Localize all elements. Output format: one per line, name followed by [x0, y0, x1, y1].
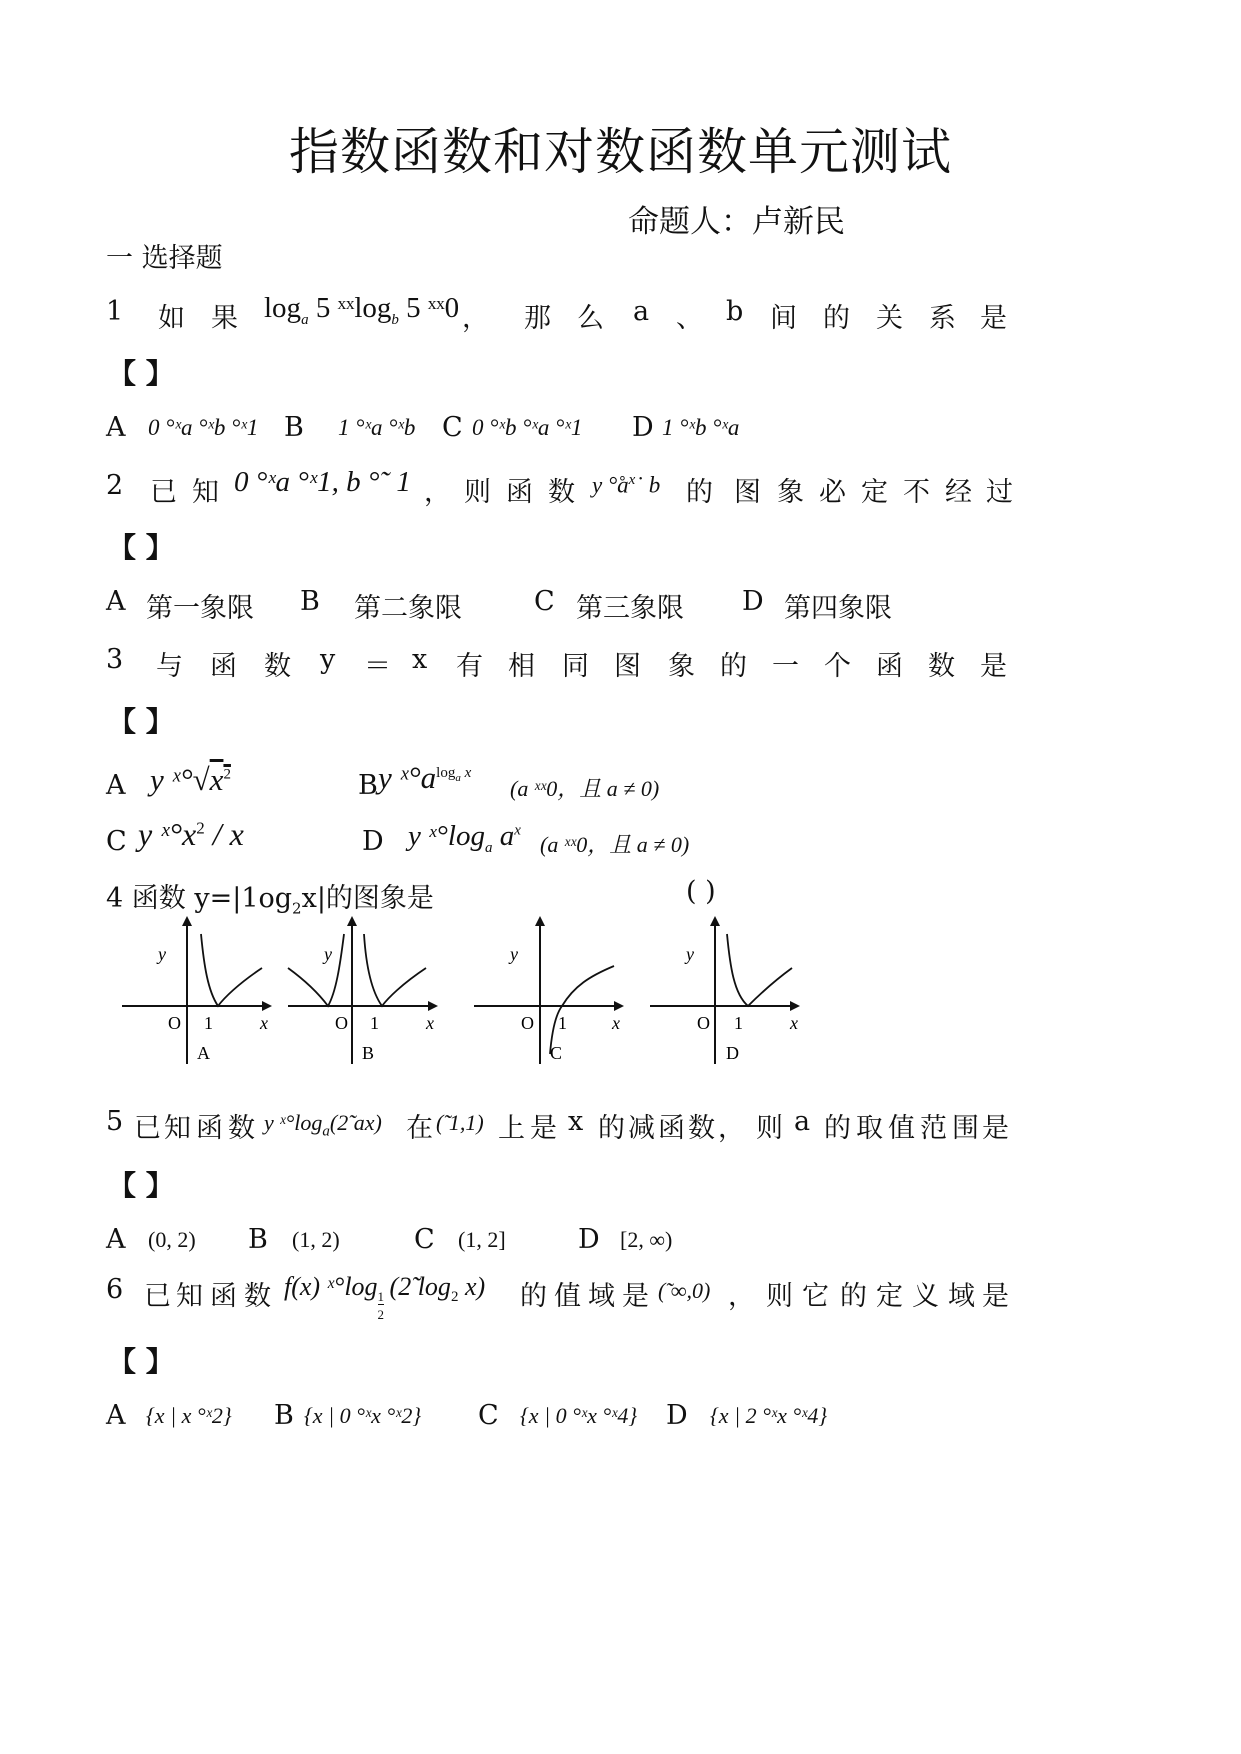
text-fragment: 函 — [210, 651, 237, 682]
text-fragment: y — [320, 644, 336, 675]
text-fragment: O — [521, 1013, 534, 1033]
text-fragment: 函 — [506, 477, 533, 508]
text-fragment: y — [510, 944, 518, 964]
text-fragment: (2̃ log — [389, 1272, 451, 1301]
text-fragment: (̃ 1,1) — [436, 1110, 484, 1135]
text-fragment: 0 °ˣa °ˣb °ˣ1 — [148, 415, 259, 440]
text-fragment: 的 — [520, 1281, 547, 1312]
text-fragment: B — [358, 770, 378, 801]
text-fragment: y ˣ°x — [138, 816, 197, 852]
text-fragment: 相 — [508, 651, 535, 682]
text-fragment: 数 — [244, 1281, 271, 1312]
text-fragment: 同 — [562, 651, 589, 682]
text-fragment: 1 — [734, 1013, 743, 1033]
text-fragment: A — [106, 1224, 126, 1255]
text-fragment: log — [264, 292, 302, 324]
text-fragment: D — [578, 1224, 600, 1255]
text-fragment: a — [492, 820, 515, 852]
text-fragment: 个 — [824, 651, 851, 682]
text-fragment: (1, 2] — [458, 1227, 506, 1252]
text-fragment: O — [335, 1013, 348, 1033]
text-fragment: A — [197, 1043, 210, 1063]
text-fragment: 函 — [210, 1281, 237, 1312]
text-fragment: 【 】 — [108, 1345, 174, 1378]
text-fragment: 的 — [823, 303, 850, 334]
text-fragment: 定 — [876, 1281, 903, 1312]
question-6 — [106, 1274, 1106, 1324]
text-fragment: 在 — [406, 1113, 433, 1144]
text-fragment: D — [726, 1043, 739, 1063]
text-fragment: 不 — [903, 477, 930, 508]
text-fragment: D — [632, 412, 654, 443]
text-fragment: 2 — [292, 899, 302, 918]
text-fragment: 0 °ˣb °ˣa °ˣ1 — [472, 415, 583, 440]
text-fragment: 象 — [668, 651, 695, 682]
text-fragment: C — [550, 1043, 563, 1063]
text-fragment: x — [790, 1013, 798, 1033]
text-fragment: 1 °ˣb °ˣa — [662, 415, 740, 440]
text-fragment: B — [284, 412, 304, 443]
text-fragment: ， — [462, 303, 489, 334]
text-fragment: B — [274, 1400, 294, 1431]
text-fragment: O — [168, 1013, 181, 1033]
text-fragment: A — [106, 412, 126, 443]
text-fragment: 数 — [688, 1113, 715, 1144]
text-fragment: C — [478, 1400, 499, 1431]
text-fragment: D — [742, 586, 764, 617]
text-fragment: 【 】 — [108, 705, 174, 738]
text-fragment: O — [697, 1013, 710, 1033]
text-fragment: 上 — [498, 1113, 525, 1144]
text-fragment: A — [106, 770, 126, 801]
text-fragment: 【 】 — [108, 1169, 174, 1202]
text-fragment: 5 — [106, 1106, 124, 1137]
text-fragment: ， — [718, 1113, 745, 1144]
text-fragment: 过 — [986, 477, 1013, 508]
text-fragment: 1 — [377, 1289, 385, 1304]
text-fragment: 、 — [676, 303, 703, 334]
text-fragment: C — [414, 1224, 435, 1255]
text-fragment: 的 — [840, 1281, 867, 1312]
text-fragment: 5 ˣˣ0 — [406, 292, 460, 324]
text-fragment: 必 — [819, 477, 846, 508]
text-fragment: 是 — [980, 651, 1007, 682]
text-fragment: x — [464, 764, 472, 781]
text-fragment: 则 — [766, 1281, 793, 1312]
graph-c — [474, 918, 622, 1064]
text-fragment: 5 ˣˣlog — [315, 292, 392, 324]
q3-options: A y $ˣ^\circ√x^2$ B y $ˣ^\circ a^{log_a x}$ (a ˣˣ0，且 a ≠ 0) C y $ˣ^\circ x^2$ / x D y $ˣ^\circ\log_a$ $a^x$ (a ˣˣ0，且 a ≠ 0) — [106, 760, 690, 857]
text-fragment: A — [106, 1400, 126, 1431]
text-fragment: 是 — [980, 303, 1007, 334]
text-fragment: 【 】 — [108, 531, 174, 564]
text-fragment: 减 — [628, 1113, 655, 1144]
section-heading: 一 选择题 — [106, 243, 223, 274]
text-fragment: 函 — [196, 1113, 223, 1144]
text-fragment: y — [324, 944, 332, 964]
text-fragment: 1 °ˣa °ˣb — [338, 415, 416, 440]
text-fragment: A — [106, 586, 126, 617]
text-fragment: 是 — [982, 1113, 1009, 1144]
text-fragment: y ˣ° — [150, 762, 193, 797]
text-fragment: 第二象限 — [354, 593, 462, 624]
text-fragment: 6 — [106, 1274, 124, 1305]
text-fragment: 知 — [176, 1281, 203, 1312]
text-fragment: 第四象限 — [784, 593, 892, 624]
text-fragment: 定 — [861, 477, 888, 508]
text-fragment: 域 — [948, 1281, 975, 1312]
text-fragment: x — [260, 1013, 268, 1033]
text-fragment: 1 — [204, 1013, 213, 1033]
text-fragment: 经 — [945, 477, 972, 508]
text-fragment: {x | 0 °ˣx °ˣ4} — [520, 1403, 638, 1428]
text-fragment: x) — [458, 1272, 486, 1301]
text-fragment: 值 — [554, 1281, 581, 1312]
text-fragment: 知 — [192, 477, 219, 508]
answer-bracket: 【 】 — [108, 357, 174, 390]
q4-graphs — [100, 906, 820, 1076]
text-fragment: a — [484, 839, 493, 856]
text-fragment: 函 — [658, 1113, 685, 1144]
text-fragment: y — [686, 944, 694, 964]
text-fragment: 取 — [856, 1113, 883, 1144]
text-fragment: 2 — [196, 818, 205, 838]
text-fragment: 的 — [598, 1113, 625, 1144]
text-fragment: ， — [728, 1281, 755, 1312]
text-fragment: 与 — [156, 651, 183, 682]
text-fragment: log — [436, 764, 456, 781]
text-fragment: (a ˣˣ0，且 a ≠ 0) — [540, 832, 690, 857]
graph-d — [650, 918, 798, 1064]
text-fragment: b — [391, 311, 399, 328]
page-title: 指数函数和对数函数单元测试 — [289, 123, 952, 181]
text-fragment: y — [158, 944, 166, 964]
text-fragment: x — [209, 762, 224, 797]
text-fragment: 1 — [558, 1013, 567, 1033]
text-fragment: x — [628, 472, 636, 488]
text-fragment: 则 — [756, 1113, 783, 1144]
text-fragment: [2, ∞) — [620, 1227, 673, 1252]
text-fragment: 图 — [614, 651, 641, 682]
text-fragment: {x | 0 °ˣx °ˣ2} — [304, 1403, 422, 1428]
text-fragment: 有 — [456, 651, 483, 682]
text-fragment: 是 — [530, 1113, 557, 1144]
text-fragment: (1, 2) — [292, 1227, 340, 1252]
text-fragment: (a ˣˣ0，且 a ≠ 0) — [510, 776, 660, 801]
text-fragment: 系 — [929, 303, 956, 334]
text-fragment: 1 — [370, 1013, 379, 1033]
text-fragment: 已 — [134, 1113, 161, 1144]
text-fragment: ˙ b — [635, 472, 661, 498]
text-fragment: 2 — [106, 470, 124, 501]
text-fragment: x — [412, 644, 428, 675]
text-fragment: x — [514, 822, 521, 839]
graph-a — [122, 918, 270, 1064]
text-fragment: C — [106, 826, 127, 857]
q1-word: 如 — [158, 303, 185, 334]
answer-paren: ( ) — [686, 876, 716, 907]
text-fragment: 间 — [770, 303, 797, 334]
text-fragment: b — [726, 296, 744, 327]
text-fragment: 4 函数 y=|1og — [106, 883, 293, 914]
text-fragment: x|的图象是 — [301, 883, 434, 914]
text-fragment: 围 — [952, 1113, 979, 1144]
author-line: 命题人：卢新民 — [628, 204, 845, 240]
text-fragment: 图 — [734, 477, 761, 508]
text-fragment: {x | x °ˣ2} — [146, 1403, 232, 1428]
text-fragment: B — [248, 1224, 268, 1255]
text-fragment: y ˣ°log — [264, 1110, 323, 1135]
text-fragment: 2 — [223, 766, 231, 783]
q1-word: 果 — [211, 303, 238, 334]
text-fragment: 的 — [686, 477, 713, 508]
text-fragment: 是 — [982, 1281, 1009, 1312]
text-fragment: 数 — [548, 477, 575, 508]
text-fragment: 的 — [720, 651, 747, 682]
text-fragment: ＝ — [364, 651, 391, 682]
text-fragment: (̃ ∞,0) — [658, 1278, 711, 1303]
text-fragment: 0 °ˣa °ˣ1, b °˜ 1 — [234, 466, 411, 498]
text-fragment: 数 — [264, 651, 291, 682]
text-fragment: 数 — [928, 651, 955, 682]
text-fragment: a — [322, 1123, 330, 1140]
text-fragment: 2 — [377, 1307, 385, 1322]
text-fragment: y ˣ°log — [408, 820, 485, 852]
text-fragment: 2 — [450, 1289, 459, 1306]
text-fragment: x — [568, 1106, 584, 1137]
text-fragment: a — [794, 1106, 811, 1137]
text-fragment: D — [666, 1400, 688, 1431]
text-fragment: 是 — [622, 1281, 649, 1312]
text-fragment: y °̊a — [592, 472, 629, 498]
text-fragment: 3 — [106, 644, 124, 675]
text-fragment: C — [534, 586, 555, 617]
text-fragment: 则 — [464, 477, 491, 508]
text-fragment: 么 — [577, 303, 604, 334]
text-fragment: (2̃ ax) — [329, 1110, 382, 1135]
text-fragment: 域 — [588, 1281, 615, 1312]
text-fragment: f(x) ˣ°log — [284, 1272, 378, 1301]
text-fragment: B — [300, 586, 320, 617]
q1-math — [264, 292, 459, 329]
text-fragment: 范 — [920, 1113, 947, 1144]
text-fragment: 数 — [228, 1113, 255, 1144]
text-fragment: ， — [424, 477, 451, 508]
text-fragment: 知 — [164, 1113, 191, 1144]
graph-b — [288, 918, 436, 1064]
text-fragment: 它 — [802, 1281, 829, 1312]
text-fragment: 象 — [777, 477, 804, 508]
text-fragment: 的 — [824, 1113, 851, 1144]
text-fragment: a — [301, 311, 309, 328]
text-fragment: 值 — [888, 1113, 915, 1144]
text-fragment: B — [362, 1043, 375, 1063]
text-fragment: a — [455, 771, 461, 784]
text-fragment: x — [612, 1013, 620, 1033]
text-fragment: D — [362, 826, 384, 857]
text-fragment: C — [442, 412, 463, 443]
text-fragment: 那 — [524, 303, 551, 334]
text-fragment: 一 — [772, 651, 799, 682]
text-fragment: a — [633, 296, 650, 327]
text-fragment: 已 — [150, 477, 177, 508]
text-fragment: 义 — [912, 1281, 939, 1312]
text-fragment: 已 — [144, 1281, 171, 1312]
text-fragment: 关 — [876, 303, 903, 334]
text-fragment: 第一象限 — [146, 593, 254, 624]
text-fragment: y ˣ°a — [378, 760, 437, 795]
text-fragment: / x — [204, 816, 244, 852]
text-fragment: 函 — [876, 651, 903, 682]
q1-number: 1 — [106, 296, 124, 327]
text-fragment: (0, 2) — [148, 1227, 196, 1252]
text-fragment: x — [426, 1013, 434, 1033]
text-fragment: {x | 2 °ˣx °ˣ4} — [710, 1403, 828, 1428]
text-fragment: 第三象限 — [576, 593, 684, 624]
